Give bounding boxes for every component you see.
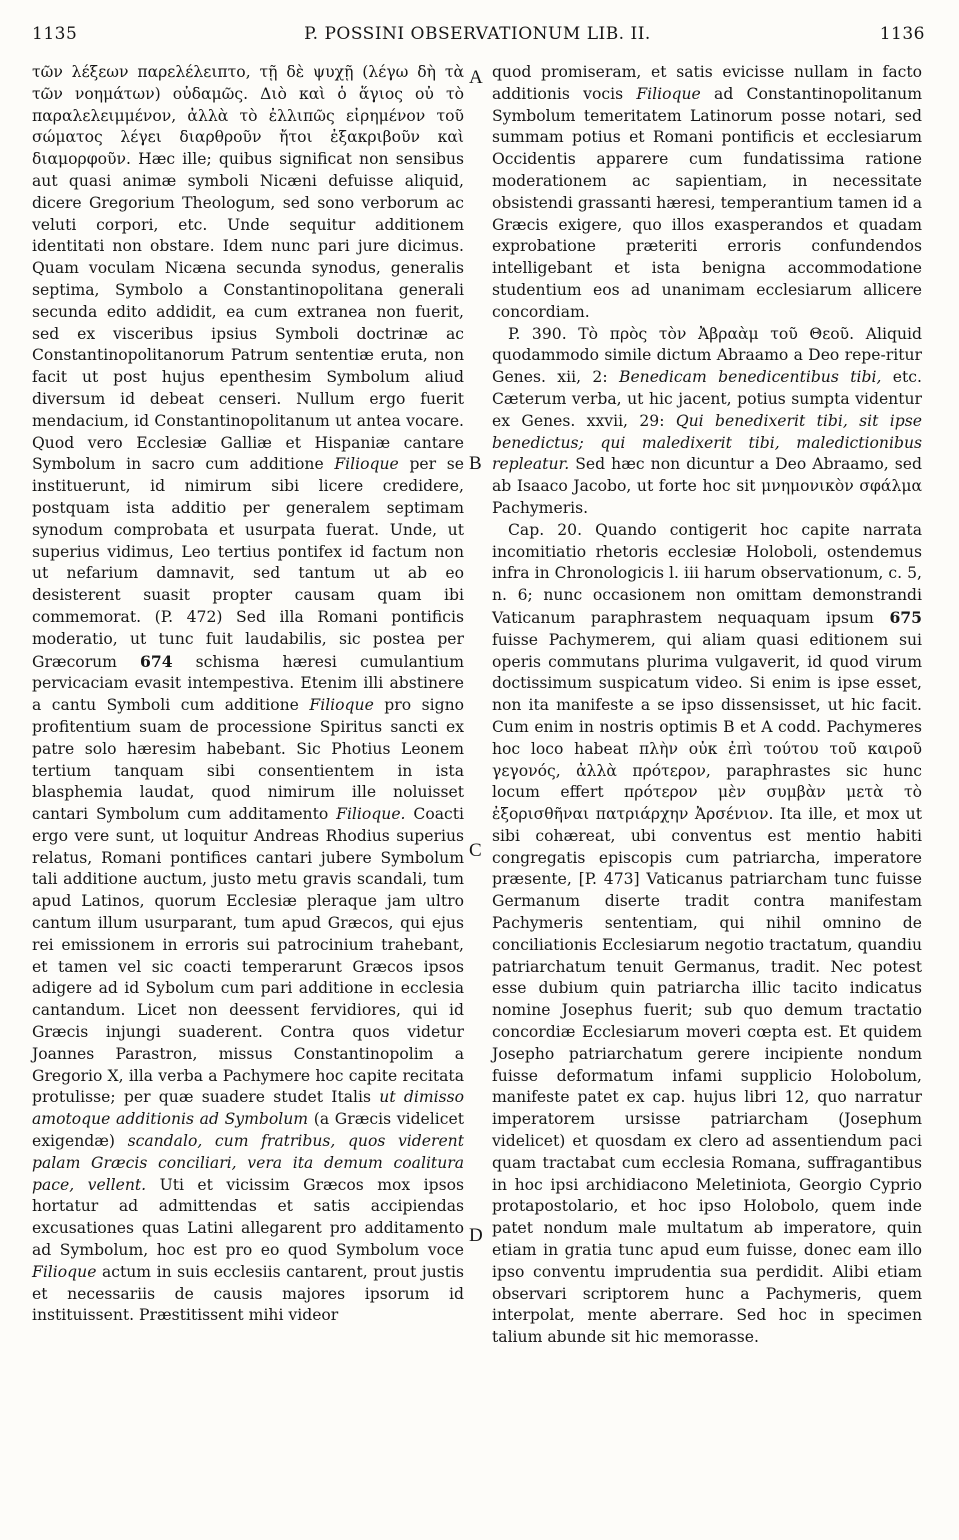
left-column — [32, 62, 464, 1327]
margin-marker-b: B — [469, 453, 482, 474]
page-number-left: 1135 — [32, 24, 78, 44]
right-paragraph-2: P. 390. Τὸ πρὸς τὸν Ἀβραὰμ τοῦ Θεοῦ. Aliquid quodammodo simile dictum Abraamo a Deo repe-ritur Genes. xii, 2: Benedicam benedicentibus tibi, etc. Cæterum verba, ut hic jacent, potius sumpta videntur ex Genes. xxvii, 29: Qui benedixerit tibi, sit ipse benedictus; qui maledixerit tibi, maledictionibus repleatur. Sed hæc non dicuntur a Deo Abraamo, sed ab Isaaco Jacobo, ut forte hoc sit μνημονικὸν σφάλμα Pachymeris. — [492, 324, 922, 517]
left-paragraph: τῶν λέξεων παρελέλειπτο, τῇ δὲ ψυχῇ (λέγω δὴ τὰ τῶν νοημάτων) οὐδαμῶς. Διὸ καὶ ὁ ἅγιος οὐ τὸ παραλελειμμένον, ἀλλὰ τὸ ἐλλιπῶς εἰρημένον τοῦ σώματος λέγει διαρθροῦν ἤτοι ἐξακριβοῦν καὶ διαμορφοῦν. Hæc ille; quibus significat non sensibus aut quasi animæ symboli Nicæni defuisse aliquid, dicere Gregorium Theologum, sed sono verborum ac veluti corpori, etc. Unde sequitur additionem identitati non obstare. Idem nunc pari jure dicimus. Quam voculam Nicæna secunda synodus, generalis septima, Symbolo a Constantinopolitana generali secunda edito addidit, ea cum extranea non fuerit, sed ex visceribus ipsius Symboli doctrinæ ac Constantinopolitanorum Patrum sententiæ eruta, non facit ut post hujus epenthesim Symbolum aliud diversum id debeat censeri. Nullum ergo fuerit mendacium, id Constantinopolitanum ut antea vocare. Quod vero Ecclesiæ Galliæ et Hispaniæ cantare Symbolum in sacro cum additione Filioque per se instituerunt, id nimirum sibi licere credidere, postquam ista additio per generalem septimam synodum comprobata et usurpata fuerat. Unde, ut superius vidimus, Leo tertius pontifex id factum non ut nefarium damnavit, sed tantum ut ab eo desisterent suasit propter causam quam ibi commemorat. (P. 472) Sed illa Romani pontificis moderatio, ut tunc fuit laudabilis, sic postea per Græcorum 674 schisma hæresi cumulantium pervicaciam evasit intempestiva. Etenim illi abstinere a cantu Symboli cum additione Filioque pro signo profitentium suam de processione Spiritus sancti ex patre solo hæresim habebant. Sic Photius Leonem tertium tanquam sibi consentientem in ista blasphemia laudat, quod nimirum ille noluisset cantari Symbolum cum additamento Filioque. Coacti ergo vere sunt, ut loquitur Andreas Rhodius superius relatus, Romani pontifices cantari jubere Symbolum tali additione auctum, justo metu gravis scandali, tum apud Latinos, quorum Ecclesiæ pleraque jam ultro cantum illum usurparant, tum apud Græcos, qui ejus rei emissionem in erroris sui patrocinium trahebant, et tamen vel sic coacti temperarunt Græcos ipsos adigere ad id Sybolum cum pari additione in ecclesia cantandum. Licet non deessent fervidiores, qui id Græcis injungi suaderent. Contra quos videtur Joannes Parastron, missus Constantinopolim a Gregorio X, illa verba a Pachymere hoc capite recitata protulisse; per quæ suadere studet Italis ut dimisso amotoque additionis ad Symbolum (a Græcis videlicet exigendæ) scandalo, cum fratribus, quos viderent palam Græcis conciliari, vera ita demum coalitura pace, vellent. Uti et vicissim Græcos mox ipsos hortatur ad admittendas et satis accipiendas excusationes quas Latini allegarent pro additamento ad Symbolum, hoc est pro eo quod Symbolum voce Filioque actum in suis ecclesiis cantarent, prout justis et necessariis de causis majores ipsorum id instituissent. Præstitissent mihi videor — [32, 63, 465, 1325]
page-number-right: 1136 — [879, 24, 925, 44]
right-paragraph-1: quod promiseram, et satis evicisse nullam in facto additionis vocis Filioque ad Constantinopolitanum Symbolum temeritatem Latinorum posse notari, sed summam potius et Romani pontificis et ecclesiarum Occidentis apparere cum fundatissima ratione moderationem ac sapientiam, in necessitate obsistendi grassanti hæresi, temperantium tamen id a Græcis exigere, quo illos exasperandos et quadam exprobatione præteriti erroris confundendos intelligebant et ista benigna accommodatione studentium eos ad unanimam ecclesiarum allicere concordiam. — [492, 63, 922, 321]
margin-marker-a: A — [469, 67, 483, 88]
margin-number-674: 674 — [140, 651, 173, 671]
margin-number-675: 675 — [889, 607, 922, 627]
right-column — [492, 62, 922, 1349]
margin-marker-c: C — [469, 840, 482, 861]
right-paragraph-3: Cap. 20. Quando contigerit hoc capite narrata incomitiatio rhetoris ecclesiæ Holoboli, ostendemus infra in Chronologicis l. iii harum observationum, c. 5, n. 6; nunc occasionem non omittam demonstrandi Vaticanum paraphrastem nequaquam ipsum 675 fuisse Pachymerem, qui aliam quasi editionem sui operis commutans plurima vulgaverit, id quod virum doctissimum suspicatum video. Si enim is ipse esset, non ita manifeste a se ipso dissensisset, ut hic facit. Cum enim in nostris optimis B et A codd. Pachymeres hoc loco habeat πλὴν οὐκ ἐπὶ τούτου τοῦ καιροῦ γεγονός, ἀλλὰ πρότερον, paraphrastes sic hunc locum effert πρότερον μὲν συμβὰν μετὰ τὸ ἐξορισθῆναι πατριάρχην Ἀρσένιον. Ita ille, et mox ut sibi cohæreat, ubi conventus est mentio habiti congregatis episcopis cum patriarcha, imperatore præsente, [P. 473] Vaticanus patriarcham tunc fuisse Germanum diserte tradit contra manifestam Pachymeris sententiam, qui nihil omnino de conciliationis Ecclesiarum negotio tractatum, quandiu patriarchatum tenuit Germanus, tradit. Nec potest esse dubium quin patriarcha illic tacito indicatus nomine Josephus fuerit; sub quo demum tractatio concordiæ Ecclesiarum moveri cœpta est. Et quidem Josepho patriarchatum gerere incipiente nondum fuisse deformatum infami supplicio Holobolum, manifeste patet ex cap. hujus libri 12, quo narratur imperatorem ursisse patriarcham (Josephum videlicet) et quosdam ex clero ad assentiendum paci quam tractabat cum ecclesia Romana, suffragantibus in hoc ipsi archidiacono Meletiniota, Georgio Cyprio protapostolario, et hoc ipso Holobolo, quem inde patet nondum male multatum ab imperatore, quin etiam in gratia tunc apud eum fuisse, donec eam illo ipso conventu imprudentia sua perdidit. Alibi etiam observari scriptorem hunc a Pachymeris, quem interpolat, mente aberrare. Sed hoc in specimen talium abunde sit hic memorasse. — [492, 520, 922, 1347]
margin-marker-d: D — [469, 1225, 483, 1246]
running-title: P. POSSINI OBSERVATIONUM LIB. II. — [304, 24, 651, 44]
running-header — [30, 14, 925, 54]
